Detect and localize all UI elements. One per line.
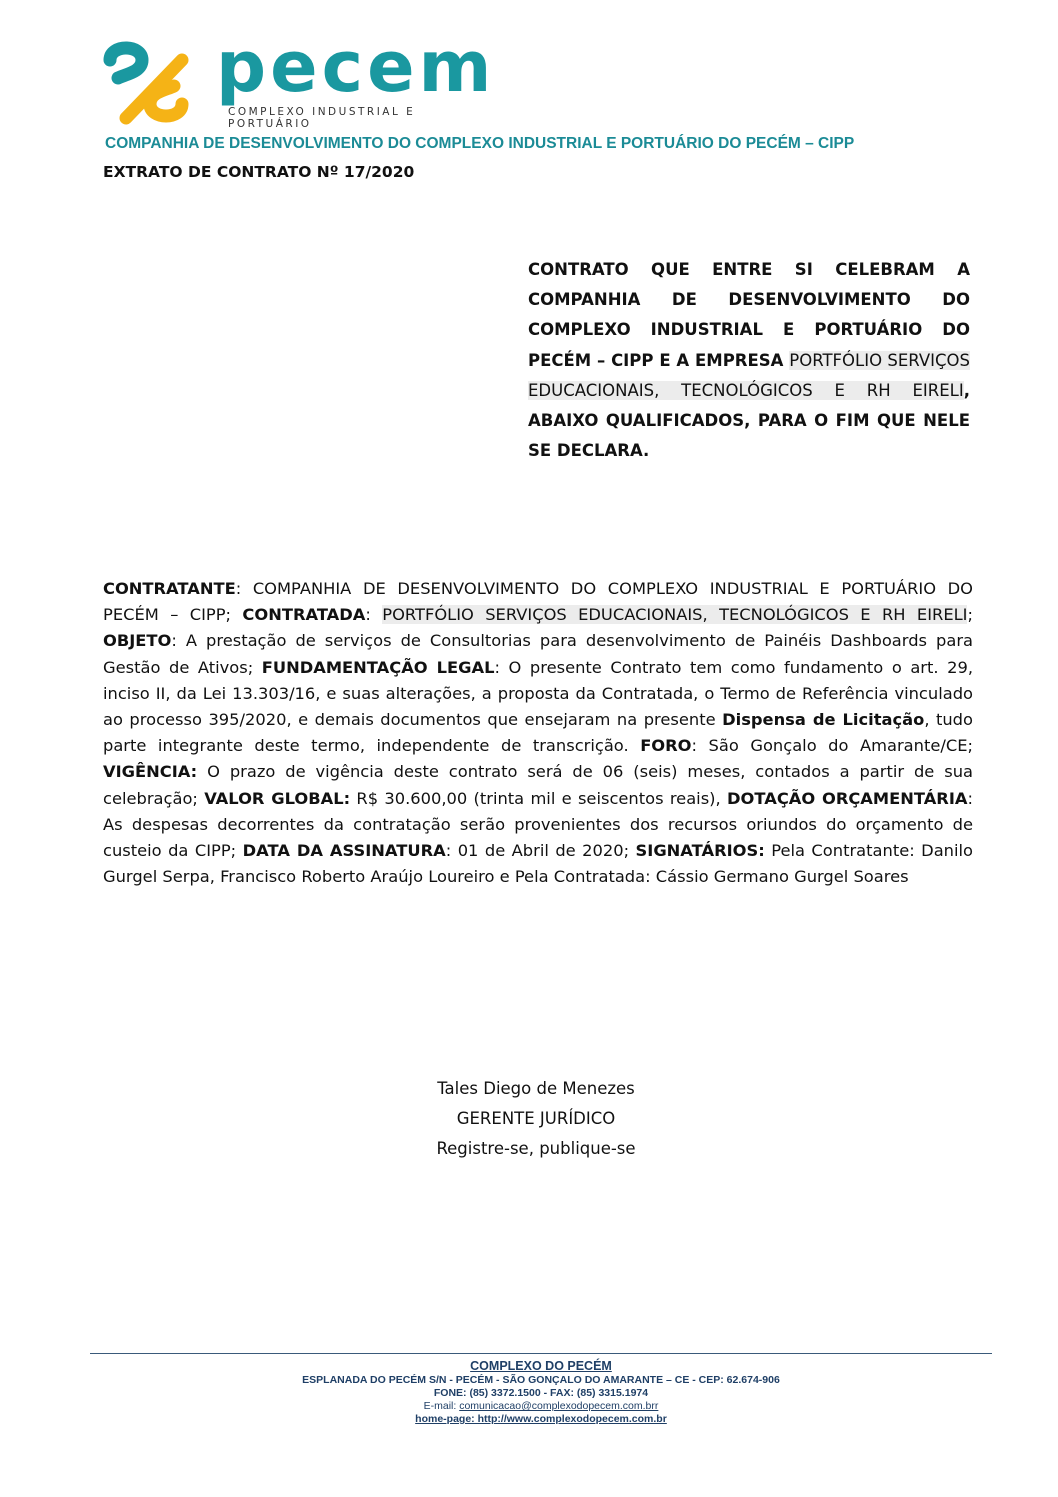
footer-title: COMPLEXO DO PECÉM [470,1359,612,1373]
contract-body [103,576,973,890]
contract-preamble [528,255,970,466]
footer-divider [90,1353,992,1354]
foro-label: FORO [640,736,692,756]
signatarios-value: Pela Contratante: Danilo Gurgel Serpa, Francisco Roberto Araújo Loureiro e Pela Contratada: Cássio Germano Gurgel Soares [103,841,973,887]
signer-role: GERENTE JURÍDICO [456,1109,616,1128]
contratante-value: : COMPANHIA DE DESENVOLVIMENTO DO COMPLEXO INDUSTRIAL E PORTUÁRIO DO PECÉM – CIPP; [103,579,973,625]
footer [90,1358,992,1426]
preamble-company-highlight: PORTFÓLIO SERVIÇOS EDUCACIONAIS, TECNOLÓGICOS E RH EIRELI [528,350,970,400]
contratada-end: ; [967,605,973,625]
valor-label: VALOR GLOBAL: [204,788,351,808]
dotacao-label: DOTAÇÃO ORÇAMENTÁRIA [727,788,968,808]
dispensa-label: Dispensa de Licitação [722,710,925,730]
footer-homepage-link[interactable]: home-page: http://www.complexodopecem.com.br [415,1413,667,1425]
logo-wordmark: pecem [216,26,496,108]
dispensa-value: , tudo parte integrante deste termo, independente de transcrição. [103,710,973,756]
contratada-label: CONTRATADA [242,605,366,625]
foro-value: : São Gonçalo do Amarante/CE; [691,736,973,756]
signature-note: Registre-se, publique-se [436,1139,636,1158]
vigencia-label: VIGÊNCIA: [103,762,198,782]
contratada-value: PORTFÓLIO SERVIÇOS EDUCACIONAIS, TECNOLÓGICOS E RH EIRELI [382,605,968,625]
signatarios-label: SIGNATÁRIOS: [635,841,765,861]
footer-address: ESPLANADA DO PECÉM S/N - PECÉM - SÃO GONÇALO DO AMARANTE – CE - CEP: 62.674-906 [302,1374,780,1386]
preamble-text: CONTRATO QUE ENTRE SI CELEBRAM A COMPANHIA DE DESENVOLVIMENTO DO COMPLEXO INDUSTRIAL E PORTUÁRIO DO PECÉM – CIPP E A EMPRESA [528,260,970,370]
logo-subtitle: COMPLEXO INDUSTRIAL E PORTUÁRIO [228,106,416,130]
footer-email-label: E-mail: [423,1400,460,1412]
data-assinatura-label: DATA DA ASSINATURA [242,841,446,861]
footer-email-link[interactable]: comunicacao@complexodopecem.com.brr [459,1400,659,1412]
signature-block [336,1074,736,1164]
document-title: EXTRATO DE CONTRATO Nº 17/2020 [103,163,415,181]
contratante-label: CONTRATANTE [103,579,236,598]
fundamentacao-value: : O presente Contrato tem como fundamento o art. 29, inciso II, da Lei 13.303/16, e suas alterações, a proposta da Contratada, o Termo de Referência vinculado ao processo 395/2020, e demais documentos que ensejaram na presente [103,657,974,730]
pecem-logo-symbol-icon [98,38,194,126]
signer-name: Tales Diego de Menezes [437,1079,635,1098]
fundamentacao-label: FUNDAMENTAÇÃO LEGAL [261,657,495,677]
dotacao-value: : As despesas decorrentes da contratação serão provenientes dos recursos oriundos do orçamento de custeio da CIPP; [103,788,973,861]
objeto-label: OBJETO [103,631,172,651]
pecem-logo [98,26,498,130]
objeto-value: : A prestação de serviços de Consultorias para desenvolvimento de Painéis Dashboards para Gestão de Ativos; [103,631,973,677]
company-name: COMPANHIA DE DESENVOLVIMENTO DO COMPLEXO INDUSTRIAL E PORTUÁRIO DO PECÉM – CIPP [105,135,855,152]
vigencia-value: O prazo de vigência deste contrato será de 06 (seis) meses, contados a partir de sua celebração; [103,762,973,808]
valor-value: R$ 30.600,00 (trinta mil e seiscentos reais), [350,788,728,808]
preamble-text-end: , ABAIXO QUALIFICADOS, PARA O FIM QUE NELE SE DECLARA. [528,380,970,461]
data-assinatura-value: : 01 de Abril de 2020; [445,841,636,861]
contratada-separator: : [365,605,383,625]
footer-phone: FONE: (85) 3372.1500 - FAX: (85) 3315.1974 [433,1387,649,1399]
